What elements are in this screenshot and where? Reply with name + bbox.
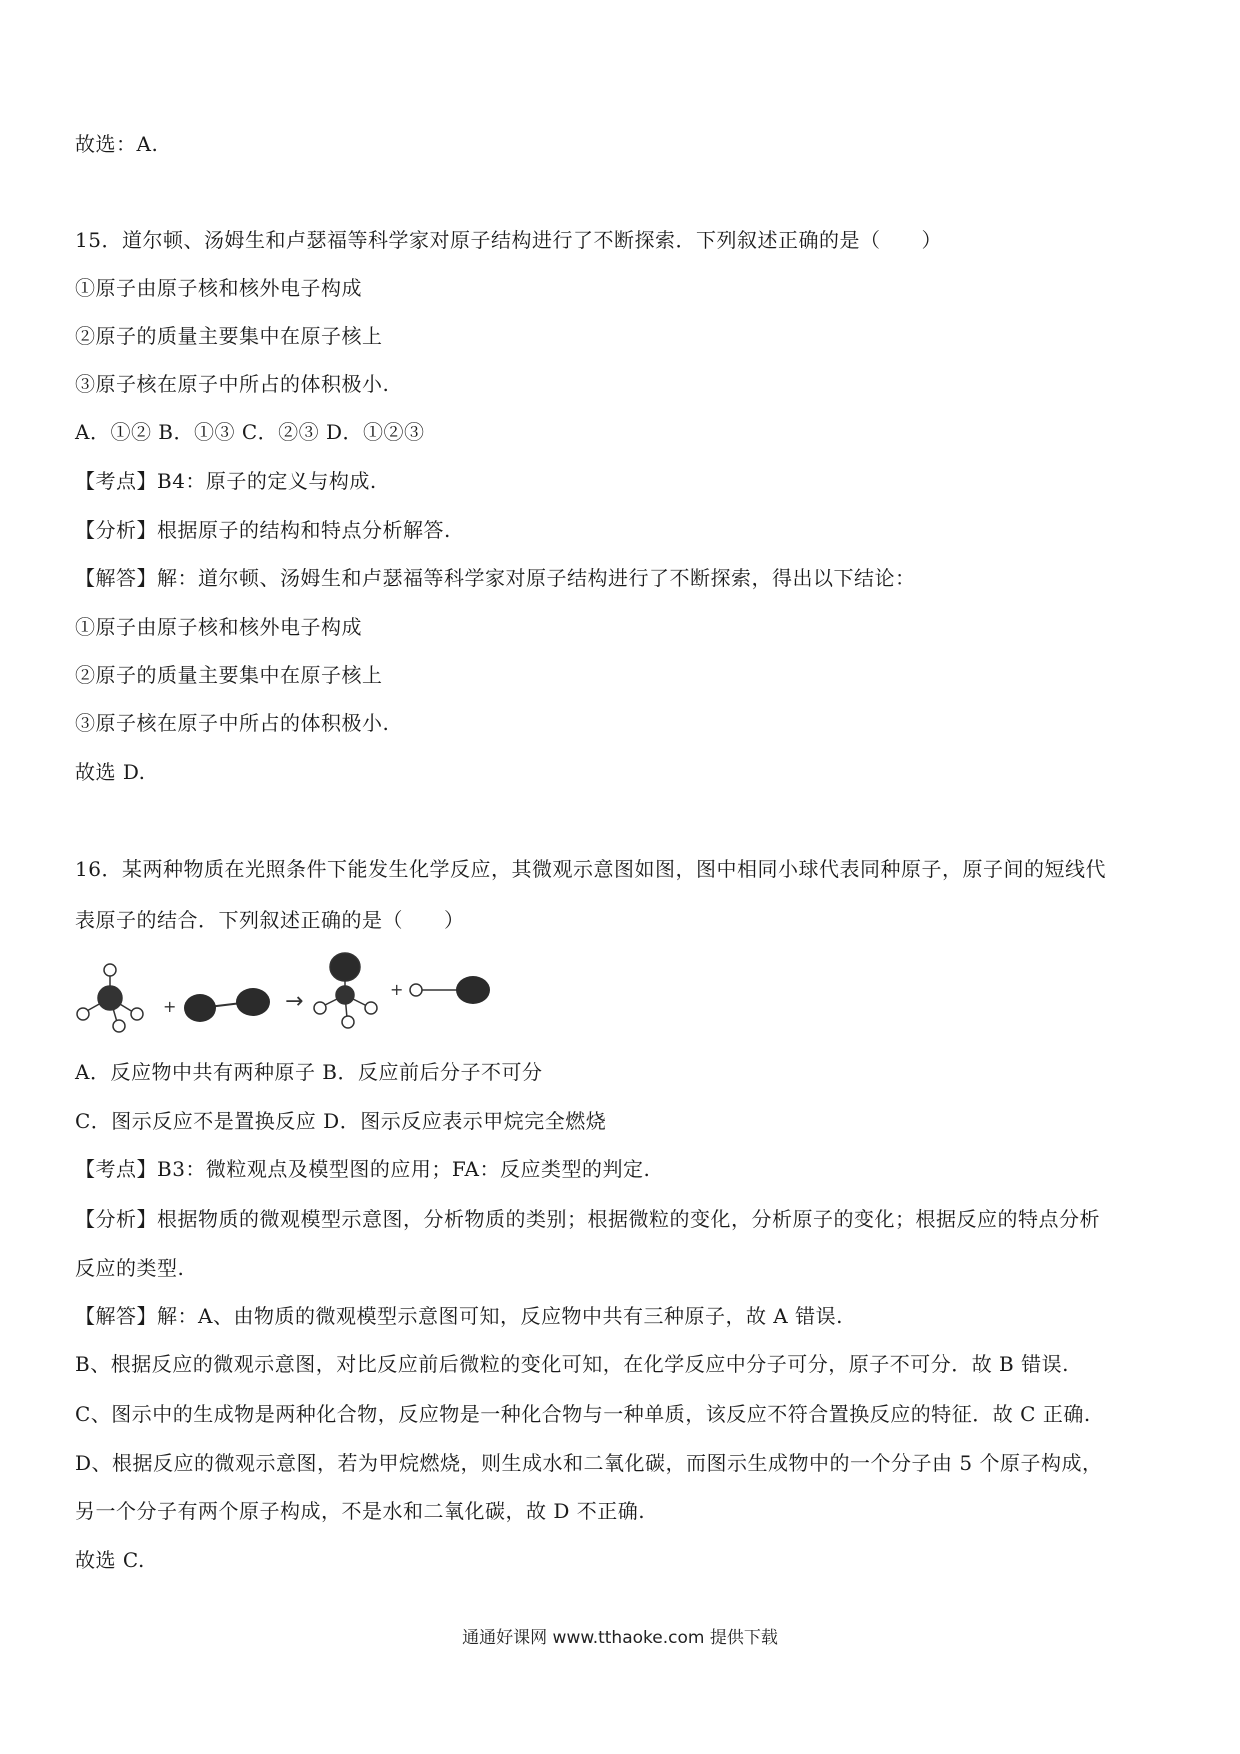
q16-jieda-d2: 另一个分子有两个原子构成，不是水和二氧化碳，故 D 不正确. (75, 1499, 646, 1523)
q15-statement-2: ②原子的质量主要集中在原子核上 (75, 324, 383, 348)
hydrogen-chloride-molecule (410, 976, 490, 1004)
plus-sign-1: + (163, 997, 177, 1016)
q16-answer: 故选 C. (75, 1548, 145, 1572)
methane-molecule (77, 964, 143, 1032)
q15-jieda-1: ①原子由原子核和核外电子构成 (75, 615, 362, 639)
q15-fenxi: 【分析】根据原子的结构和特点分析解答. (75, 518, 451, 542)
q15-statement-1: ①原子由原子核和核外电子构成 (75, 276, 362, 300)
q16-jieda: 【解答】解：A、由物质的微观模型示意图可知，反应物中共有三种原子，故 A 错误. (75, 1304, 843, 1328)
q15-jieda-3: ③原子核在原子中所占的体积极小. (75, 711, 390, 735)
q16-kaodian: 【考点】B3：微粒观点及模型图的应用；FA：反应类型的判定. (75, 1157, 651, 1181)
q16-jieda-c: C、图示中的生成物是两种化合物，反应物是一种化合物与一种单质，该反应不符合置换反应的特征．故 C 正确. (75, 1402, 1091, 1426)
q16-options-ab: A．反应物中共有两种原子 B．反应前后分子不可分 (75, 1060, 543, 1084)
q15-kaodian: 【考点】B4：原子的定义与构成. (75, 469, 377, 493)
q15-statement-3: ③原子核在原子中所占的体积极小. (75, 372, 390, 396)
q16-stem-1: 16．某两种物质在光照条件下能发生化学反应，其微观示意图如图，图中相同小球代表同种原子，原子间的短线代 (75, 857, 1106, 881)
reaction-arrow: → (285, 989, 304, 1014)
q16-options-cd: C．图示反应不是置换反应 D．图示反应表示甲烷完全燃烧 (75, 1109, 607, 1133)
plus-sign-2: + (390, 980, 404, 999)
q15-answer: 故选 D. (75, 760, 146, 784)
q16-jieda-d1: D、根据反应的微观示意图，若为甲烷燃烧，则生成水和二氧化碳，而图示生成物中的一个分子由 5 个原子构成， (75, 1451, 1103, 1475)
page-footer: 通通好课网 www.tthaoke.com 提供下载 (462, 1628, 778, 1648)
chlorine-molecule (184, 988, 270, 1022)
prev-answer: 故选：A. (75, 132, 159, 156)
q16-jieda-b: B、根据反应的微观示意图，对比反应前后微粒的变化可知，在化学反应中分子可分，原子不可分．故 B 错误. (75, 1352, 1069, 1376)
q15-jieda-2: ②原子的质量主要集中在原子核上 (75, 663, 383, 687)
q15-jieda: 【解答】解：道尔顿、汤姆生和卢瑟福等科学家对原子结构进行了不断探索，得出以下结论： (75, 566, 916, 590)
q15-options: A．①② B．①③ C．②③ D．①②③ (75, 420, 425, 444)
q16-stem-2: 表原子的结合．下列叙述正确的是（ ） (75, 908, 465, 932)
q15-stem: 15．道尔顿、汤姆生和卢瑟福等科学家对原子结构进行了不断探索．下列叙述正确的是（ ） (75, 228, 942, 252)
reaction-diagram (75, 950, 535, 1040)
q16-fenxi-1: 【分析】根据物质的微观模型示意图，分析物质的类别；根据微粒的变化，分析原子的变化；根据反应的特点分析 (75, 1207, 1100, 1231)
chloromethane-molecule (314, 953, 377, 1028)
q16-fenxi-2: 反应的类型. (75, 1256, 185, 1280)
